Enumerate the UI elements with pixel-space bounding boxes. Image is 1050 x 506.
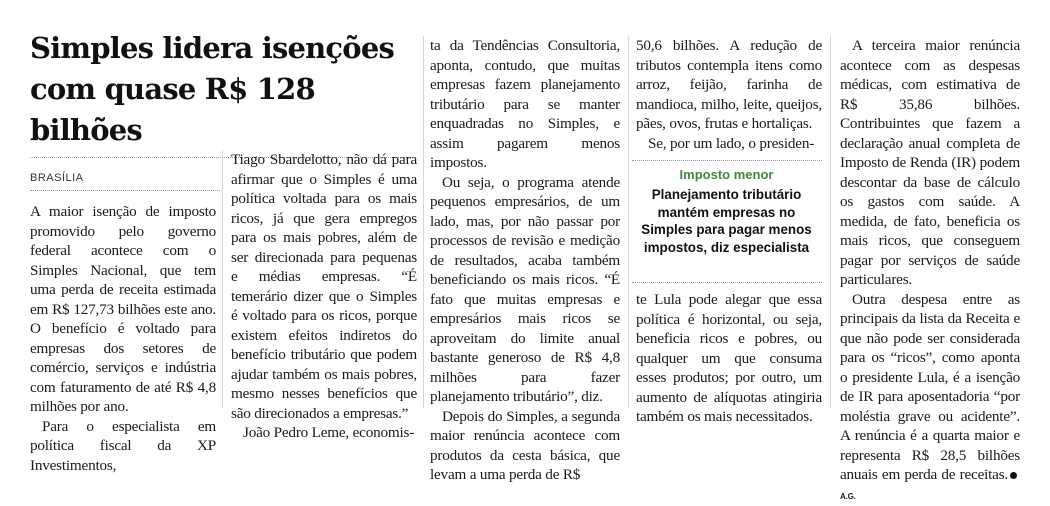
paragraph: A maior isenção de imposto promovido pelo governo federal acontece com o Simples Nacional, que tem uma perda de receita estimada em R$ 127,73 bilhões este ano. O benefício é voltado para empresas dos setores de comércio, serviços e indústria com faturamento de até R$ 4,8 milhões por ano. xyxy=(30,202,216,417)
divider-under-location xyxy=(30,190,220,191)
box-top-rule xyxy=(632,160,822,161)
article-column-1 xyxy=(30,202,216,475)
column-separator xyxy=(628,36,629,408)
column-separator xyxy=(830,36,831,408)
paragraph: te Lula pode alegar que essa política é horizontal, ou seja, beneficia ricos e pobres, ou qualquer um que consuma esses produtos; por outro, um aumento de alíquotas atingiria também os mais necessitados. xyxy=(636,290,822,427)
article-column-4-top xyxy=(636,36,822,153)
article-column-5 xyxy=(840,36,1020,506)
paragraph: Tiago Sbardelotto, não dá para afirmar que o Simples é uma política voltada para os mais ricos, já que gera empregos para os mais pobres, além de ser direcionada para pequenas e médias empresas. “É temerário dizer que o Simples é voltado para os ricos, porque existem efeitos indiretos do benefício tributário que podem ajudar também os mais pobres, mesmo nesses benefícios que são direcionados a empresas.” xyxy=(231,150,417,423)
box-bottom-rule xyxy=(632,282,822,283)
box-pullquote: Planejamento tributário mantém empresas no Simples para pagar menos impostos, diz especialista xyxy=(632,186,821,256)
column-separator xyxy=(423,36,424,408)
article-column-4-bottom xyxy=(636,290,822,427)
box-tag-label: Imposto menor xyxy=(640,167,813,182)
headline-line-2: com quase R$ 128 bilhões xyxy=(30,69,415,151)
paragraph xyxy=(840,290,1020,506)
location-label: BRASÍLIA xyxy=(30,172,84,184)
paragraph: Se, por um lado, o presiden- xyxy=(636,134,822,154)
paragraph: Ou seja, o programa atende pequenos empresários, de um lado, mas, por não passar por processos de revisão e medição de resultados, acaba também beneficiando os mais ricos. “É fato que muitas empresas e empresários mais ricos se aproveitam do limite anual bastante generoso de R$ 4,8 milhões para fazer planejamento tributário”, diz. xyxy=(430,173,620,407)
article-column-3 xyxy=(430,36,620,485)
paragraph-text: Outra despesa entre as principais da lista da Receita e que não pode ser considerada para os “ricos”, como aponta o presidente Lula, é a isenção de IR para aposentadoria “por moléstia grave ou acidente”. A renúncia é a quarta maior e representa R$ 28,5 bilhões anuais em perda de receitas. xyxy=(840,291,1020,484)
paragraph: A terceira maior renúncia acontece com as despesas médicas, com estimativa de R$ 35,86 bilhões. Contribuintes que fazem a declaração anual completa de Imposto de Renda (IR) podem descontar da base de cálculo os gastos com saúde. A medida, de fato, beneficia os mais ricos, que conseguem pagar por serviços de saúde particulares. xyxy=(840,36,1020,290)
column-separator xyxy=(222,150,223,408)
headline-line-1: Simples lidera isenções xyxy=(30,28,415,69)
paragraph: João Pedro Leme, economis- xyxy=(231,423,417,443)
author-initials: A.G. xyxy=(840,492,856,501)
paragraph: 50,6 bilhões. A redução de tributos contempla itens como arroz, feijão, farinha de mandioca, milho, leite, queijos, pães, ovos, frutas e hortaliças. xyxy=(636,36,822,134)
end-of-article-icon xyxy=(1010,472,1017,479)
headline xyxy=(30,28,415,151)
paragraph: Para o especialista em política fiscal da XP Investimentos, xyxy=(30,417,216,476)
paragraph: ta da Tendências Consultoria, aponta, contudo, que muitas empresas fazem planejamento tributário para se manter enquadradas no Simples, e assim pagarem menos impostos. xyxy=(430,36,620,173)
paragraph: Depois do Simples, a segunda maior renúncia acontece com produtos da cesta básica, que levam a uma perda de R$ xyxy=(430,407,620,485)
article-column-2 xyxy=(231,150,417,443)
